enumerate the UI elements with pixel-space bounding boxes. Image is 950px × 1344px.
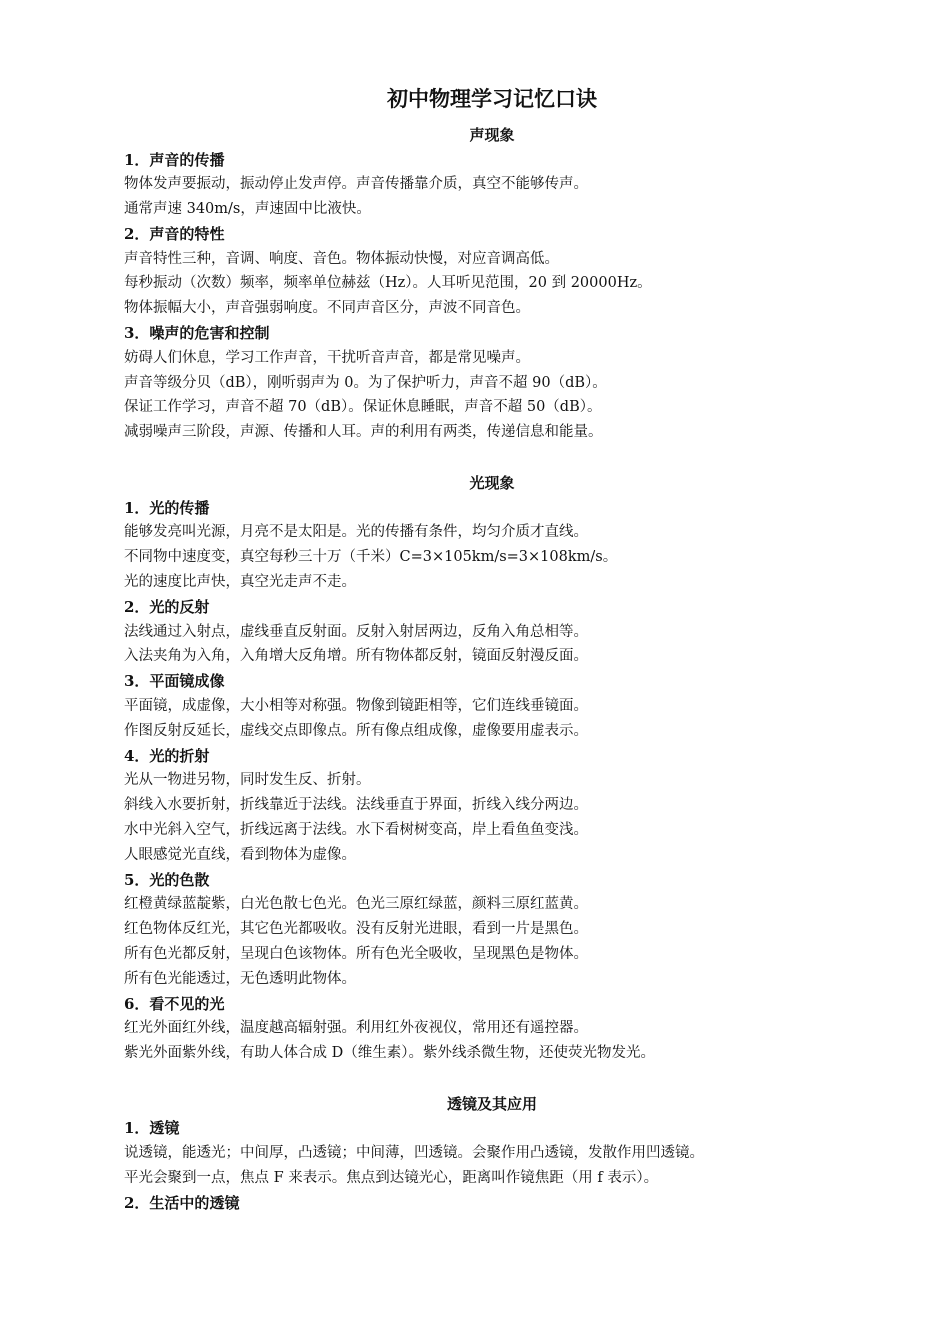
section-title: 光现象 [469, 474, 515, 493]
section [124, 471, 824, 1066]
subsection-heading: 3．平面镜成像 [124, 672, 225, 691]
text-line: 平光会聚到一点，焦点 F 来表示。焦点到达镜光心，距离叫作镜焦距（用 f 表示）。 [124, 1169, 659, 1186]
text-line: 说透镜，能透光；中间厚，凸透镜；中间薄，凹透镜。会聚作用凸透镜，发散作用凹透镜。 [124, 1145, 704, 1162]
text-line: 所有色光都反射，呈现白色该物体。所有色光全吸收，呈现黑色是物体。 [124, 945, 588, 962]
subsection-heading: 1．光的传播 [124, 498, 210, 517]
text-line: 所有色光能透过，无色透明此物体。 [124, 970, 356, 987]
text-line: 平面镜，成虚像，大小相等对称强。物像到镜距相等，它们连线垂镜面。 [124, 697, 588, 714]
text-line: 红光外面红外线，温度越高辐射强。利用红外夜视仪，常用还有遥控器。 [124, 1020, 588, 1037]
subsection-heading: 1．声音的传播 [124, 150, 225, 169]
text-line: 通常声速 340m/s，声速固中比液快。 [124, 201, 371, 218]
text-line: 光从一物进另物，同时发生反、折射。 [124, 772, 371, 789]
subsection-heading: 5．光的色散 [124, 870, 210, 889]
subsection-heading: 2．声音的特性 [124, 224, 225, 243]
text-line: 保证工作学习，声音不超 70（dB）。保证休息睡眠，声音不超 50（dB）。 [124, 399, 602, 416]
text-line: 红橙黄绿蓝靛紫，白光色散七色光。色光三原红绿蓝，颜料三原红蓝黄。 [124, 896, 588, 913]
document-content [124, 123, 824, 1216]
text-line: 声音等级分贝（dB），刚听弱声为 0。为了保护听力，声音不超 90（dB）。 [124, 374, 607, 391]
text-line: 不同物中速度变，真空每秒三十万（千米）C=3×105km/s=3×108km/s。 [124, 549, 618, 566]
subsection-heading: 2．光的反射 [124, 597, 210, 616]
section [124, 1092, 824, 1216]
document-page [124, 82, 824, 1216]
subsection-heading: 3．噪声的危害和控制 [124, 324, 270, 343]
text-line: 紫光外面紫外线，有助人体合成 D（维生素）。紫外线杀微生物，还使荧光物发光。 [124, 1045, 655, 1062]
text-line: 入法夹角为入角，入角增大反角增。所有物体都反射，镜面反射漫反面。 [124, 648, 588, 665]
section-title: 声现象 [469, 126, 515, 144]
text-line: 每秒振动（次数）频率，频率单位赫兹（Hz）。人耳听见范围，20 到 20000Hz。 [124, 275, 652, 292]
text-line: 斜线入水要折射，折线靠近于法线。法线垂直于界面，折线入线分两边。 [124, 797, 588, 814]
text-line: 人眼感觉光直线，看到物体为虚像。 [124, 846, 356, 863]
section-title: 透镜及其应用 [446, 1094, 537, 1113]
subsection-heading: 2．生活中的透镜 [124, 1193, 240, 1212]
subsection-heading: 1．透镜 [124, 1119, 180, 1138]
section [124, 123, 824, 445]
text-line: 物体振幅大小，声音强弱响度。不同声音区分，声波不同音色。 [124, 300, 530, 317]
text-line: 物体发声要振动，振动停止发声停。声音传播靠介质，真空不能够传声。 [124, 176, 588, 193]
document-title: 初中物理学习记忆口诀 [387, 86, 597, 111]
text-line: 作图反射反延长，虚线交点即像点。所有像点组成像，虚像要用虚表示。 [124, 722, 588, 739]
text-line: 减弱噪声三阶段，声源、传播和人耳。声的利用有两类，传递信息和能量。 [124, 424, 603, 441]
text-line: 水中光斜入空气，折线远离于法线。水下看树树变高，岸上看鱼鱼变浅。 [124, 821, 588, 838]
text-line: 法线通过入射点，虚线垂直反射面。反射入射居两边，反角入角总相等。 [124, 623, 588, 640]
subsection-heading: 4．光的折射 [124, 746, 210, 765]
text-line: 红色物体反红光，其它色光都吸收。没有反射光进眼，看到一片是黑色。 [124, 921, 588, 938]
text-line: 能够发亮叫光源，月亮不是太阳是。光的传播有条件，均匀介质才直线。 [124, 524, 588, 541]
text-line: 声音特性三种，音调、响度、音色。物体振动快慢，对应音调高低。 [124, 250, 559, 267]
text-line: 光的速度比声快，真空光走声不走。 [124, 573, 356, 590]
subsection-heading: 6．看不见的光 [124, 994, 225, 1013]
text-line: 妨碍人们休息，学习工作声音，干扰听音声音，都是常见噪声。 [124, 349, 530, 366]
